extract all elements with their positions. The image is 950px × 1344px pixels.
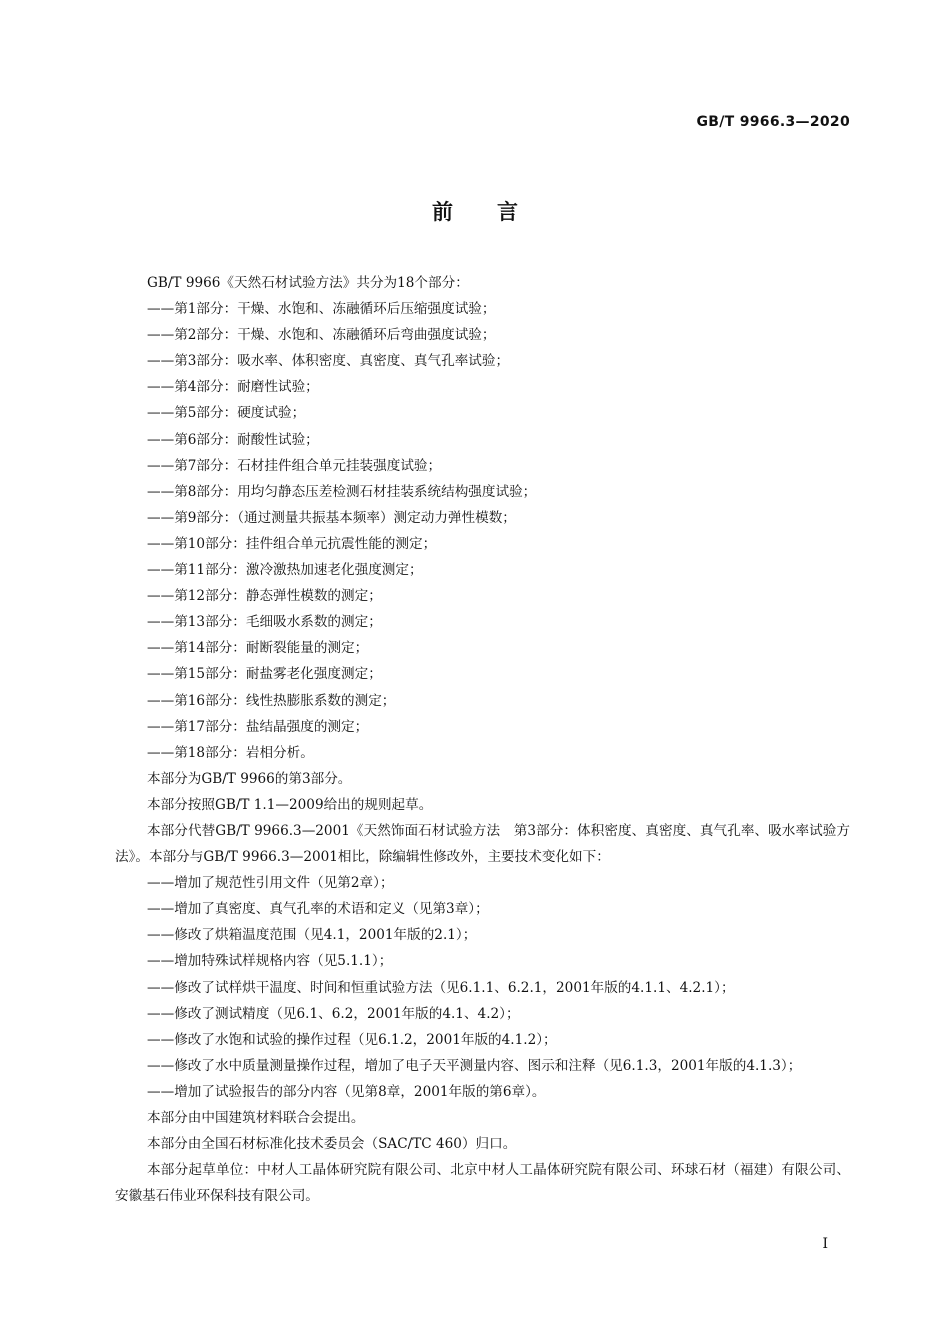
paragraph-drafters: 本部分起草单位：中材人工晶体研究院有限公司、北京中材人工晶体研究院有限公司、环球石材（福建）有限公司、安徽基石伟业环保科技有限公司。 — [115, 1162, 850, 1205]
list-item: ——第14部分：耐断裂能量的测定； — [147, 640, 369, 657]
paragraph-managed: 本部分由全国石材标准化技术委员会（SAC/TC 460）归口。 — [147, 1136, 517, 1153]
paragraph-proposed: 本部分由中国建筑材料联合会提出。 — [147, 1110, 365, 1126]
list-item: ——第6部分：耐酸性试验； — [147, 431, 319, 448]
list-item: ——第8部分：用均匀静态压差检测石材挂装系统结构强度试验； — [147, 483, 537, 500]
list-item: ——增加了规范性引用文件（见第2章）； — [147, 875, 394, 892]
list-item: ——第1部分：干燥、水饱和、冻融循环后压缩强度试验； — [147, 301, 496, 318]
list-item: ——第2部分：干燥、水饱和、冻融循环后弯曲强度试验； — [147, 327, 496, 344]
list-item: ——第4部分：耐磨性试验； — [147, 379, 319, 396]
list-item: ——第12部分：静态弹性模数的测定； — [147, 588, 382, 605]
page-number: I — [822, 1236, 828, 1252]
list-item: ——修改了烘箱温度范围（见4.1，2001年版的2.1）； — [147, 927, 477, 944]
list-item: ——第9部分：（通过测量共振基本频率）测定动力弹性模数； — [147, 509, 516, 526]
parts-list — [115, 296, 850, 766]
list-item: ——修改了水中质量测量操作过程，增加了电子天平测量内容、图示和注释（见6.1.3，2001年版的4.1.3）； — [147, 1057, 802, 1074]
list-item: ——第16部分：线性热膨胀系数的测定； — [147, 692, 396, 709]
paragraph-rules: 本部分按照GB/T 1.1—2009给出的规则起草。 — [147, 796, 433, 813]
list-item: ——第11部分：激冷激热加速老化强度测定； — [147, 562, 423, 579]
list-item: ——修改了测试精度（见6.1、6.2，2001年版的4.1、4.2）； — [147, 1005, 520, 1022]
list-item: ——第3部分：吸水率、体积密度、真密度、真气孔率试验； — [147, 353, 510, 370]
intro-paragraph: GB/T 9966《天然石材试验方法》共分为18个部分： — [147, 275, 469, 291]
list-item: ——第17部分：盐结晶强度的测定； — [147, 718, 369, 735]
list-item: ——增加了试验报告的部分内容（见第8章，2001年版的第6章）。 — [147, 1083, 546, 1100]
list-item: ——第18部分：岩相分析。 — [147, 744, 314, 761]
changes-list — [115, 870, 850, 1105]
list-item: ——第5部分：硬度试验； — [147, 405, 306, 422]
list-item: ——第7部分：石材挂件组合单元挂装强度试验； — [147, 457, 442, 474]
paragraph-part: 本部分为GB/T 9966的第3部分。 — [147, 770, 352, 787]
list-item: ——第10部分：挂件组合单元抗震性能的测定； — [147, 535, 437, 552]
document-body — [115, 270, 850, 1209]
list-item: ——增加特殊试样规格内容（见5.1.1）； — [147, 953, 393, 970]
list-item: ——修改了水饱和试验的操作过程（见6.1.2，2001年版的4.1.2）； — [147, 1031, 557, 1048]
list-item: ——增加了真密度、真气孔率的术语和定义（见第3章）； — [147, 901, 489, 918]
page-title: 前言 — [432, 200, 562, 224]
doc-number: GB/T 9966.3—2020 — [696, 114, 850, 130]
list-item: ——第15部分：耐盐雾老化强度测定； — [147, 666, 382, 683]
paragraph-replace: 本部分代替GB/T 9966.3—2001《天然饰面石材试验方法 第3部分：体积密度、真密度、真气孔率、吸水率试验方法》。本部分与GB/T 9966.3—2001相比，除编辑性修改外，主要技术变化如下： — [115, 822, 850, 866]
list-item: ——第13部分：毛细吸水系数的测定； — [147, 614, 382, 631]
list-item: ——修改了试样烘干温度、时间和恒重试验方法（见6.1.1、6.2.1，2001年版的4.1.1、4.2.1）； — [147, 979, 735, 996]
